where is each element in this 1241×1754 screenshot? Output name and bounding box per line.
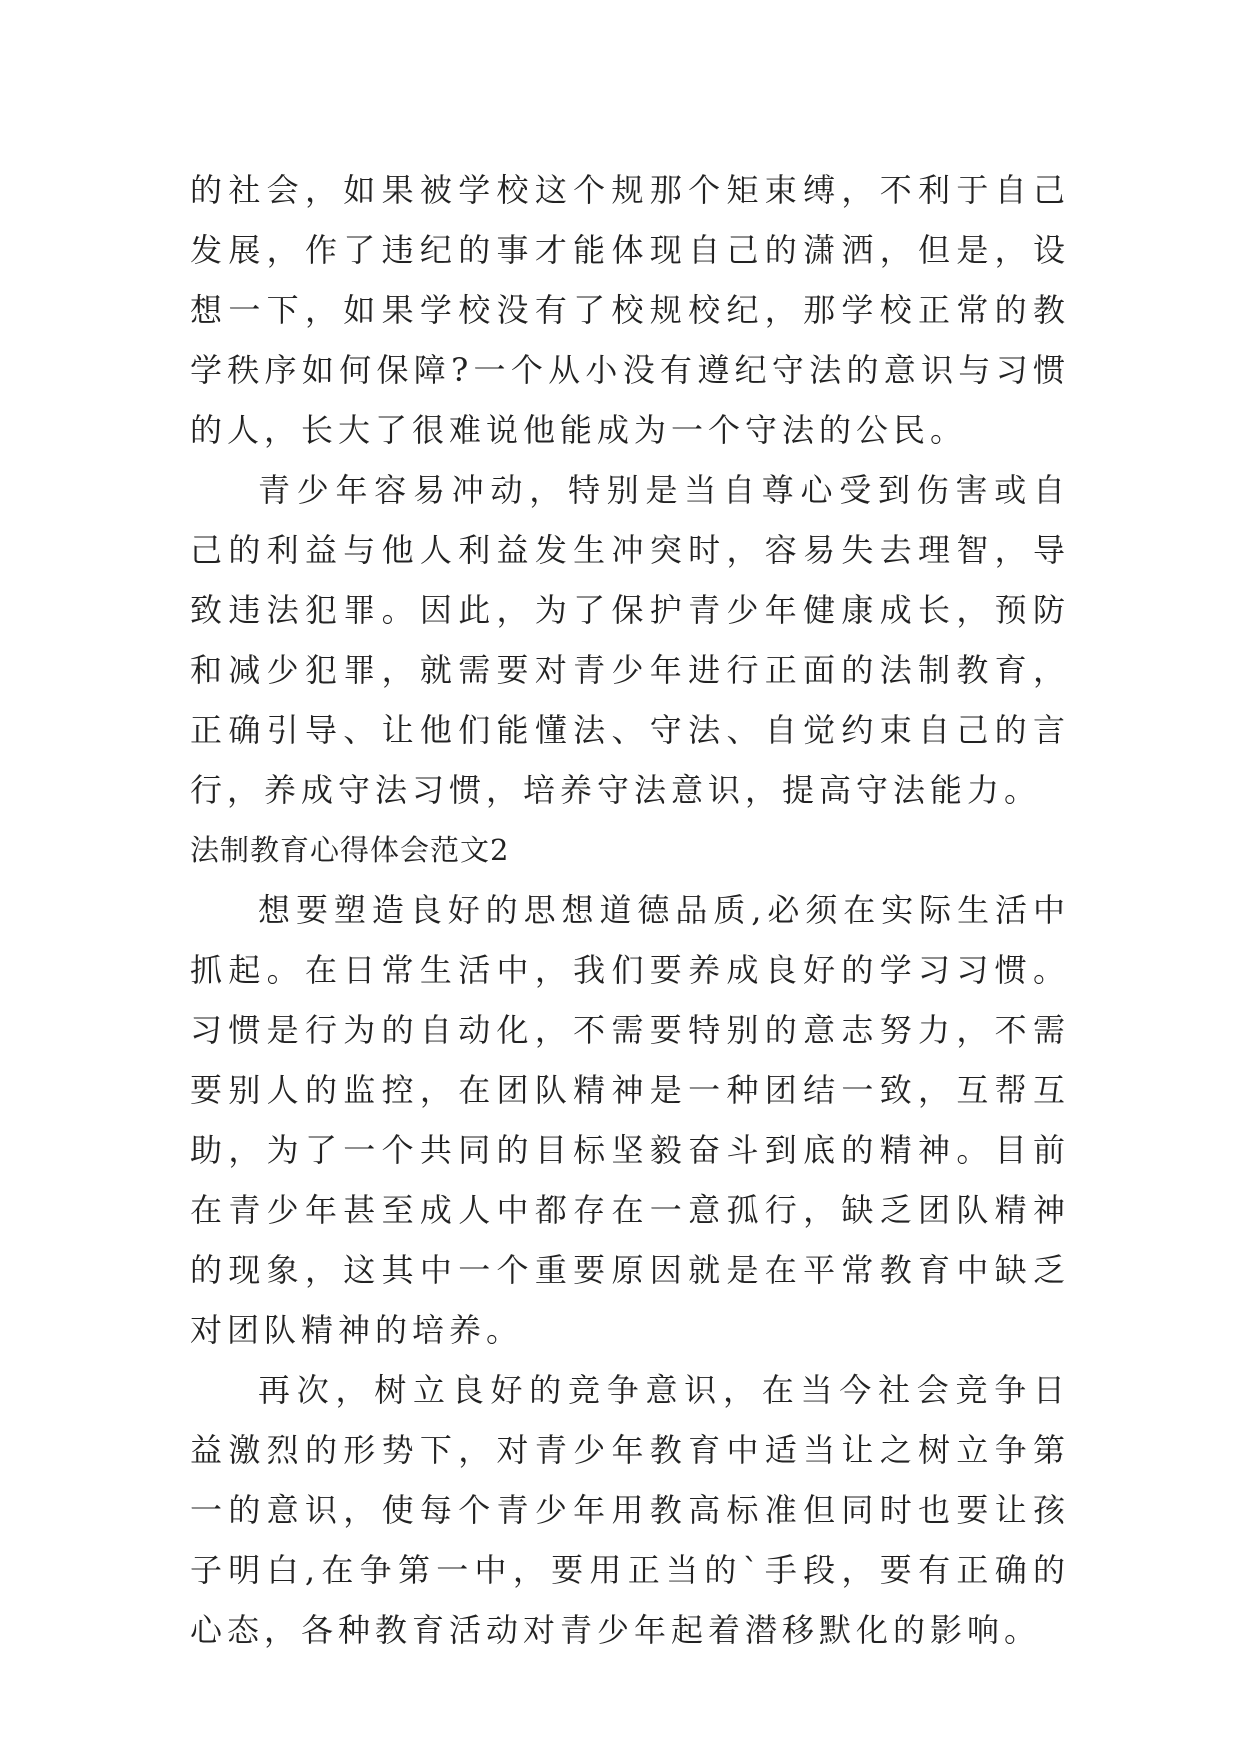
body-paragraph-2: 青少年容易冲动，特别是当自尊心受到伤害或自己的利益与他人利益发生冲突时，容易失去理智，导致违法犯罪。因此，为了保护青少年健康成长，预防和减少犯罪，就需要对青少年进行正面的法制教育，正确引导、让他们能懂法、守法、自觉约束自己的言行，养成守法习惯，培养守法意识，提高守法能力。	[190, 471, 1070, 809]
document-body	[190, 160, 1070, 1660]
body-paragraph-4: 再次，树立良好的竞争意识，在当今社会竞争日益激烈的形势下，对青少年教育中适当让之树立争第一的意识，使每个青少年用教高标准但同时也要让孩子明白,在争第一中，要用正当的`手段，要有正确的心态，各种教育活动对青少年起着潜移默化的影响。	[190, 1371, 1070, 1649]
section-heading: 法制教育心得体会范文2	[190, 833, 510, 867]
body-paragraph-1: 的社会，如果被学校这个规那个矩束缚，不利于自己发展，作了违纪的事才能体现自己的潇洒，但是，设想一下，如果学校没有了校规校纪，那学校正常的教学秩序如何保障?一个从小没有遵纪守法的意识与习惯的人，长大了很难说他能成为一个守法的公民。	[190, 171, 1070, 449]
body-paragraph-3: 想要塑造良好的思想道德品质,必须在实际生活中抓起。在日常生活中，我们要养成良好的学习习惯。习惯是行为的自动化，不需要特别的意志努力，不需要别人的监控，在团队精神是一种团结一致，互帮互助，为了一个共同的目标坚毅奋斗到底的精神。目前在青少年甚至成人中都存在一意孤行，缺乏团队精神的现象，这其中一个重要原因就是在平常教育中缺乏对团队精神的培养。	[190, 891, 1070, 1349]
